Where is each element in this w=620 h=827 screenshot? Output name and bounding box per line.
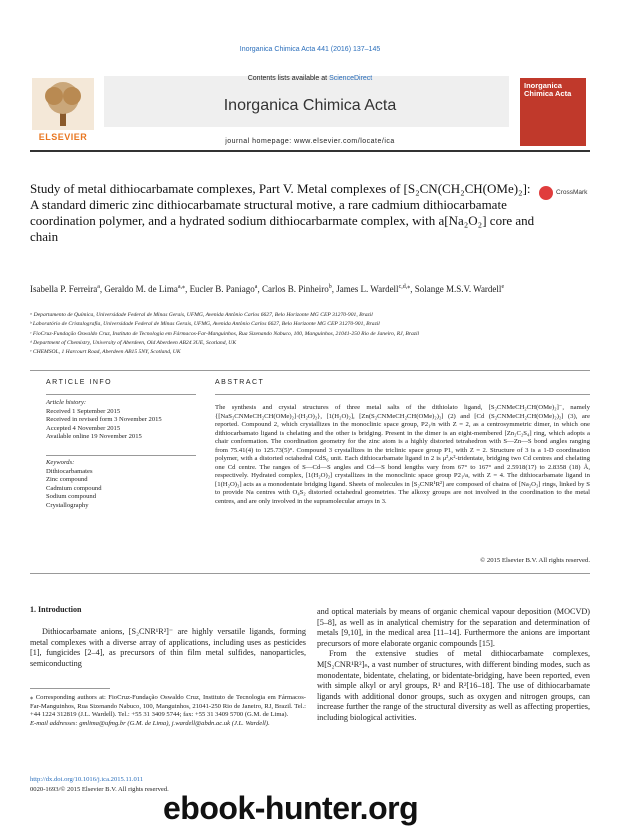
homepage-link[interactable]: www.elsevier.com/locate/ica xyxy=(294,138,395,145)
author-name[interactable]: Carlos B. Pinheiro xyxy=(261,284,329,294)
body-paragraph: From the extensive studies of metal dithiocarbamate complexes, M[S₂CNR¹R²]ₙ, a vast number of structures, with different binding modes, such as monodentate, bidentate, chelating, or bidentate-bridging, have been reported, even with simple alkyl or aryl groups, R¹ and R²[16–18]. The use of dithiocarbamate ligands with additional donor groups, such as oxygen and nitrogen groups, can increase further the range of the structural diversity as well as affecting properties, including biological activities. xyxy=(317,649,590,722)
corresponding-author-footnote xyxy=(30,694,306,728)
author-affil-marker: c,d,⁎ xyxy=(398,284,411,290)
contents-prefix: Contents lists available at xyxy=(247,75,330,82)
body-paragraph: and optical materials by means of organic chemical vapour deposition (MOCVD) [5–8], as well as in analytical chemistry for the separation and determination of metals [9,10], in the medical area [11–14]. Furthermore the anions are important precursors of more elaborate organic compounds [15]. xyxy=(317,607,590,648)
abstract-heading: ABSTRACT xyxy=(215,379,265,386)
body-paragraph: Dithiocarbamate anions, [S₂CNR¹R²]⁻ are highly versatile ligands, forming metal complexes with a diverse array of applications, including uses as pesticides [1], fungicides [2–4], as precursors of thin film metal sulfides, nanoparticles, semiconducting xyxy=(30,627,306,668)
history-item: Available online 19 November 2015 xyxy=(46,433,142,440)
author-name[interactable]: Eucler B. Paniago xyxy=(189,284,255,294)
keywords-label: Keywords: xyxy=(46,459,75,466)
author-affil-marker: b xyxy=(328,284,332,290)
section-divider xyxy=(30,573,590,574)
affiliation: ᵉ CHEMSOL, 1 Harcourt Road, Aberdeen AB15 5NY, Scotland, UK xyxy=(30,349,181,356)
journal-reference[interactable]: Inorganica Chimica Acta 441 (2016) 137–145 xyxy=(239,46,381,53)
watermark: ebook-hunter.org xyxy=(163,790,419,826)
keyword: Zinc compound xyxy=(46,476,88,483)
author-name[interactable]: Geraldo M. de Lima xyxy=(104,284,178,294)
affiliation: ᶜ FioCruz-Fundação Oswaldo Cruz, Instituto de Tecnologia em Fármacos-Far-Manguinhos, Rua Sizenando Nabuco, 100, Manguinhos, 21041-250 Rio de Janeiro, RJ, Brazil xyxy=(30,330,420,337)
author-list: Isabella P. Ferreira$^a$, Geraldo M. de Lima$^{a,⁎}$, Eucler B. Paniago$^a$, Carlos B. Pinheiro$^b$, James L. Wardell$^{c,d,⁎}$, Solange M.S.V. Wardell$^e$ xyxy=(30,284,505,294)
article-info-heading: ARTICLE INFO xyxy=(46,379,113,386)
abstract-copyright: © 2015 Elsevier B.V. All rights reserved. xyxy=(480,557,590,564)
history-item: Received 1 September 2015 xyxy=(46,407,121,415)
journal-name: Inorganica Chimica Acta xyxy=(223,97,397,114)
crossmark-icon[interactable] xyxy=(539,186,553,200)
section-divider xyxy=(30,370,590,371)
issn-line: 0020-1693/© 2015 Elsevier B.V. All rights reserved. xyxy=(30,786,169,793)
body-column-left xyxy=(30,627,306,669)
article-title: Study of metal dithiocarbamate complexes, Part V. Metal complexes of [S₂CN(CH₂CH(OMe)₂]: A standard dimeric zinc dithiocarbamate structural motive, a rare cadmium dithiocarbamate coordination polymer, and a hydrated sodium dithiocarbarmate complex, with a[Na₂O₂] core and chain xyxy=(30,181,535,244)
elsevier-wordmark: ELSEVIER xyxy=(38,132,88,142)
author-affil-marker: a xyxy=(254,284,258,290)
affiliation: ᵇ Laboratório de Cristalografia, Universidade Federal de Minas Gerais, UFMG, Avenida Antônio Carlos 6627, Belo Horizonte MG CEP 31270-901, Brazil xyxy=(30,321,380,328)
keywords-divider xyxy=(46,455,196,456)
doi-link[interactable]: http://dx.doi.org/10.1016/j.ica.2015.11.011 xyxy=(30,776,144,783)
history-item: Accepted 4 November 2015 xyxy=(46,424,121,432)
affiliation: ᵃ Departamento de Química, Universidade Federal de Minas Gerais, UFMG, Avenida Antônio Carlos 6627, Belo Horizonte MG CEP 31270-901, Brazil xyxy=(30,312,373,318)
history-item: Received in revised form 3 November 2015 xyxy=(46,416,162,423)
affiliation: ᵈ Department of Chemistry, University of Aberdeen, Old Aberdeen AB24 3UE, Scotland, UK xyxy=(30,339,237,346)
footnote-rule xyxy=(30,688,110,689)
abstract-text: The synthesis and crystal structures of three metal salts of the dithiolato ligand, [S₂CNMeCH₂CH(OMe)₂]⁻, namely {[NaS₂CNMeCH₂CH(OMe)₂]·(H₂O)₂}, [1(H₂O)₂], [Zn(S₂CNMeCH₂CH(OMe)₂)₂] (2) and [Cd (S₂CNMeCH₂CH(OMe)₂)₂] (3), are reported. Compound 2, which crystallizes in the monoclinic space group, P2₁/n with Z = 2, as a centrosymmetric dimer, in which one dithiocarbamato ligand is chelating and the other is bridging. Present in the dimer is an eight-membered [Zn₂C₂S₄] ring, which adopts a chair conformation. The coordination geometry for the zinc atom is a highly distorted tetrahedron with S—Zn—S bond angles ranging from 75.41(4) to 125.73(5)°. Compound 3 crystallizes in the triclinic space group P1, with Z = 2. Structure of 3 is a 1-D coordination polymer, with a distorted octahedral CdS₆ unit. Each dithiocarbamate ligand in 2 is μ²,κ²-tridentate, bridging two Cd centres and chelating one Cd centre. The ranges of S—Cd—S angles and Cd—S bond lengths vary from 67° to 167° and 2.5918(17) to 2.8358 (18) Å, respectively. Hydrated complex, [1(H₂O)₂] crystallizes in the monoclinic space group P2₁/a, with Z = 4. The dithiocarbamate ligand in [1(H₂O)₂] acts as a monodentate bridging ligand. Sheets of molecules in [S₂CNR¹R²] are composed of chains of [Na₂O₂] rings, linked by S to provide Na centres with O₄S₂ distorted octahedral geometries. The alkoxy groups are not involved in the coordination to the metal centres, and are only involved in the supramolecular arrays in 3. xyxy=(215,404,590,506)
keywords-list xyxy=(46,459,206,510)
sciencedirect-link[interactable]: ScienceDirect xyxy=(329,75,373,82)
body-column-right xyxy=(317,607,590,724)
keyword: Sodium compound xyxy=(46,493,97,500)
article-info-divider xyxy=(46,394,196,395)
affiliation-list xyxy=(30,311,590,357)
footnote-text: ⁎ Corresponding authors at: FioCruz-Fundação Oswaldo Cruz, Instituto de Tecnologia em Fármacos-Far-Manguinhos, Rua Sizenando Nabuco, 100, Manguinhos, 21041-250 Rio de Janeiro, RJ, Brazil. Tel.: +44 1224 312819 (J.L. Wardell). Tel.: +55 31 3409 5744; fax: +55 31 3409 5700 (G.M. de Lima). xyxy=(30,694,306,718)
author-affil-marker: e xyxy=(501,284,505,290)
author-name[interactable]: Solange M.S.V. Wardell xyxy=(414,284,502,294)
elsevier-tree-logo xyxy=(32,78,94,130)
homepage-prefix: journal homepage: xyxy=(225,138,295,145)
crossmark-label[interactable]: CrossMark xyxy=(556,189,588,196)
keyword: Dithiocarbamates xyxy=(46,467,93,475)
cover-title: Inorganica Chimica Acta xyxy=(524,81,572,98)
author-name[interactable]: Isabella P. Ferreira xyxy=(30,284,98,294)
article-history xyxy=(46,399,206,442)
header-rule xyxy=(30,150,590,152)
keyword: Cadmium compound xyxy=(46,484,102,492)
history-label: Article history: xyxy=(46,399,87,406)
keyword: Crystallography xyxy=(46,501,89,509)
author-affil-marker: a,⁎ xyxy=(177,284,186,290)
abstract-divider xyxy=(215,394,590,395)
author-name[interactable]: James L. Wardell xyxy=(336,284,399,294)
footnote-emails[interactable]: E-mail addresses: gmlima@ufmg.br (G.M. de Lima), j.wardell@abdn.ac.uk (J.L. Wardell). xyxy=(30,719,270,727)
author-affil-marker: a xyxy=(97,284,100,290)
section-heading-introduction: 1. Introduction xyxy=(30,605,82,614)
